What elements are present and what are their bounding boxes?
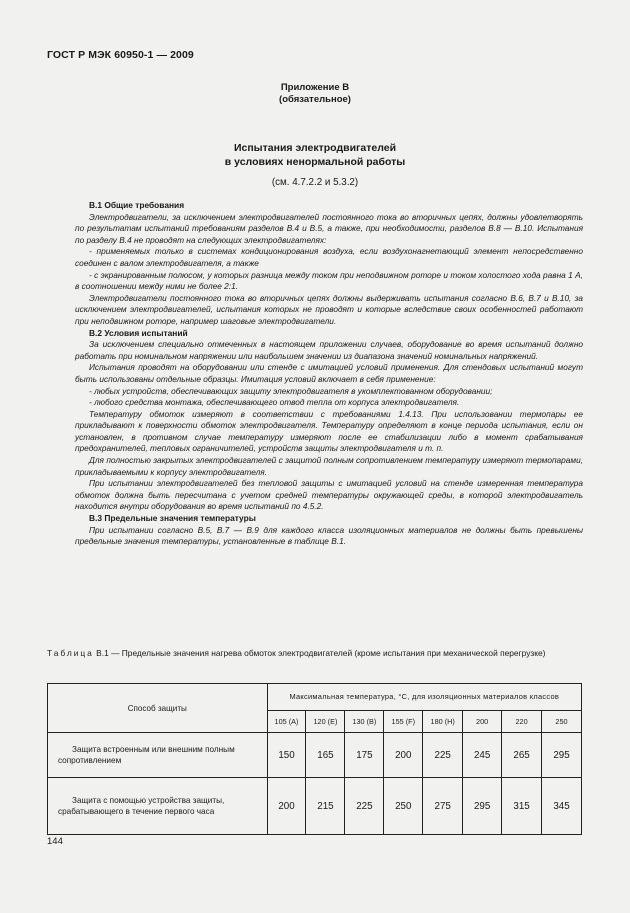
class-header: 105 (А) bbox=[267, 711, 306, 733]
table-caption bbox=[47, 648, 583, 660]
table-cell: 225 bbox=[345, 778, 384, 835]
annex-title: Приложение В bbox=[280, 82, 350, 93]
paragraph: Температуру обмоток измеряют в соответствии с требованиями 1.4.13. При использовании термопары ее прикладывают к поверхности обмоток электродвигателя. Температуру определяют в конце периода испытания, если он установлен, в противном случае температуру измеряют после ее стабилизации либо в момент срабатывания предохранителей, тепловых ограничителей, устройств защиты электродвигателя и т. п. bbox=[75, 408, 583, 454]
paragraph: - применяемых только в системах кондиционирования воздуха, если воздухонагнетающий элемент непосредственно соединен с валом электродвигателя, а также bbox=[75, 246, 583, 268]
heading-b1: В.1 Общие требования bbox=[89, 200, 185, 210]
document-body bbox=[75, 200, 583, 548]
table-caption-text: В.1 — Предельные значения нагрева обмоток электродвигателей (кроме испытания при механической перегрузке) bbox=[93, 648, 546, 658]
table-cell: 265 bbox=[502, 733, 542, 778]
annex-status: (обязательное) bbox=[279, 94, 351, 105]
table-cell: 200 bbox=[267, 778, 306, 835]
table-cell: 200 bbox=[384, 733, 423, 778]
table-cell: 295 bbox=[463, 778, 502, 835]
paragraph: Электродвигатели, за исключением электродвигателей постоянного тока во вторичных цепях, должны удовлетворять по результатам испытаний требованиям разделов В.4 и В.5, а также, при необходимости, разделов В.8 — В.10. Испытания по разделу В.4 не проводят на следующих электродвигателях: bbox=[75, 211, 583, 245]
section-reference: (см. 4.7.2.2 и 5.3.2) bbox=[271, 177, 359, 188]
document-header: ГОСТ Р МЭК 60950-1 — 2009 bbox=[47, 49, 194, 61]
table-caption-prefix: Таблица bbox=[47, 648, 94, 658]
paragraph: Электродвигатели постоянного тока во вторичных цепях должны выдерживать испытания согласно В.6, В.7 и В.10, за исключением электродвигателей, испытания которых не проводят и которые вследствие своих особенностей работают при неподвижном роторе, например шаговые электродвигатели. bbox=[75, 292, 583, 326]
table-row bbox=[48, 778, 582, 835]
paragraph: За исключением специально отмеченных в настоящем приложении случаев, оборудование во время испытаний должно работать при номинальном напряжении или наибольшем значении из диапазона значений номинальных напряжений. bbox=[75, 339, 583, 361]
table-cell: 250 bbox=[384, 778, 423, 835]
section-title-line1: Испытания электродвигателей bbox=[233, 142, 397, 154]
table-cell: 345 bbox=[542, 778, 582, 835]
class-header: 180 (Н) bbox=[423, 711, 463, 733]
paragraph: - с экранированным полюсом, у которых разница между током при неподвижном роторе и током холостого хода равна 1 А, в соотношении между ними не более 2:1. bbox=[75, 269, 583, 292]
table-cell: 150 bbox=[267, 733, 306, 778]
temperature-limits-table bbox=[47, 683, 582, 835]
paragraph: Испытания проводят на оборудовании или стенде с имитацией условий применения. Для стендовых испытаний могут быть использованы отдельные образцы. Имитация условий включает в себя применение: bbox=[75, 362, 583, 384]
class-header: 120 (Е) bbox=[306, 711, 345, 733]
paragraph: - любого средства монтажа, обеспечивающего отвод тепла от корпуса электродвигателя. bbox=[89, 397, 460, 408]
paragraph: При испытании согласно В.5, В.7 — В.9 для каждого класса изоляционных материалов не должны быть превышены предельные значения температуры, установленные в таблице В.1. bbox=[75, 524, 583, 547]
page-number: 144 bbox=[47, 836, 63, 847]
class-header: 200 bbox=[463, 711, 502, 733]
row-label: Защита встроенным или внешним полным сопротивлением bbox=[48, 733, 268, 778]
row-label: Защита с помощью устройства защиты, срабатывающего в течение первого часа bbox=[48, 778, 268, 835]
heading-b3: В.3 Предельные значения температуры bbox=[89, 513, 256, 524]
heading-b2: В.2 Условия испытаний bbox=[89, 327, 188, 338]
table-cell: 175 bbox=[345, 733, 384, 778]
class-header: 250 bbox=[542, 711, 582, 733]
table-cell: 165 bbox=[306, 733, 345, 778]
paragraph: Для полностью закрытых электродвигателей с защитой полным сопротивлением температуру измеряют термопарами, прикладываемыми к корпусу электродвигателя. bbox=[75, 455, 583, 477]
class-header: 155 (F) bbox=[384, 711, 423, 733]
table-cell: 245 bbox=[463, 733, 502, 778]
table-cell: 275 bbox=[423, 778, 463, 835]
table-row bbox=[48, 733, 582, 778]
column-header-max-temperature: Максимальная температура, °С, для изоляционных материалов классов bbox=[267, 684, 581, 711]
table-cell: 295 bbox=[542, 733, 582, 778]
table-cell: 215 bbox=[306, 778, 345, 835]
section-title-line2: в условиях ненормальной работы bbox=[224, 156, 406, 168]
class-header: 220 bbox=[502, 711, 542, 733]
paragraph: - любых устройств, обеспечивающих защиту электродвигателя в укомплектованном оборудовании; bbox=[89, 385, 493, 396]
table-cell: 225 bbox=[423, 733, 463, 778]
table-cell: 315 bbox=[502, 778, 542, 835]
class-header: 130 (В) bbox=[345, 711, 384, 733]
paragraph: При испытании электродвигателей без тепловой защиты с имитацией условий на стенде измеренная температура обмоток должна быть пересчитана с учетом средней температуры окружающей среды, в которой электродвигатель находится внутри оборудования во время испытаний по 4.5.2. bbox=[75, 478, 583, 512]
column-header-method: Способ защиты bbox=[48, 684, 268, 733]
